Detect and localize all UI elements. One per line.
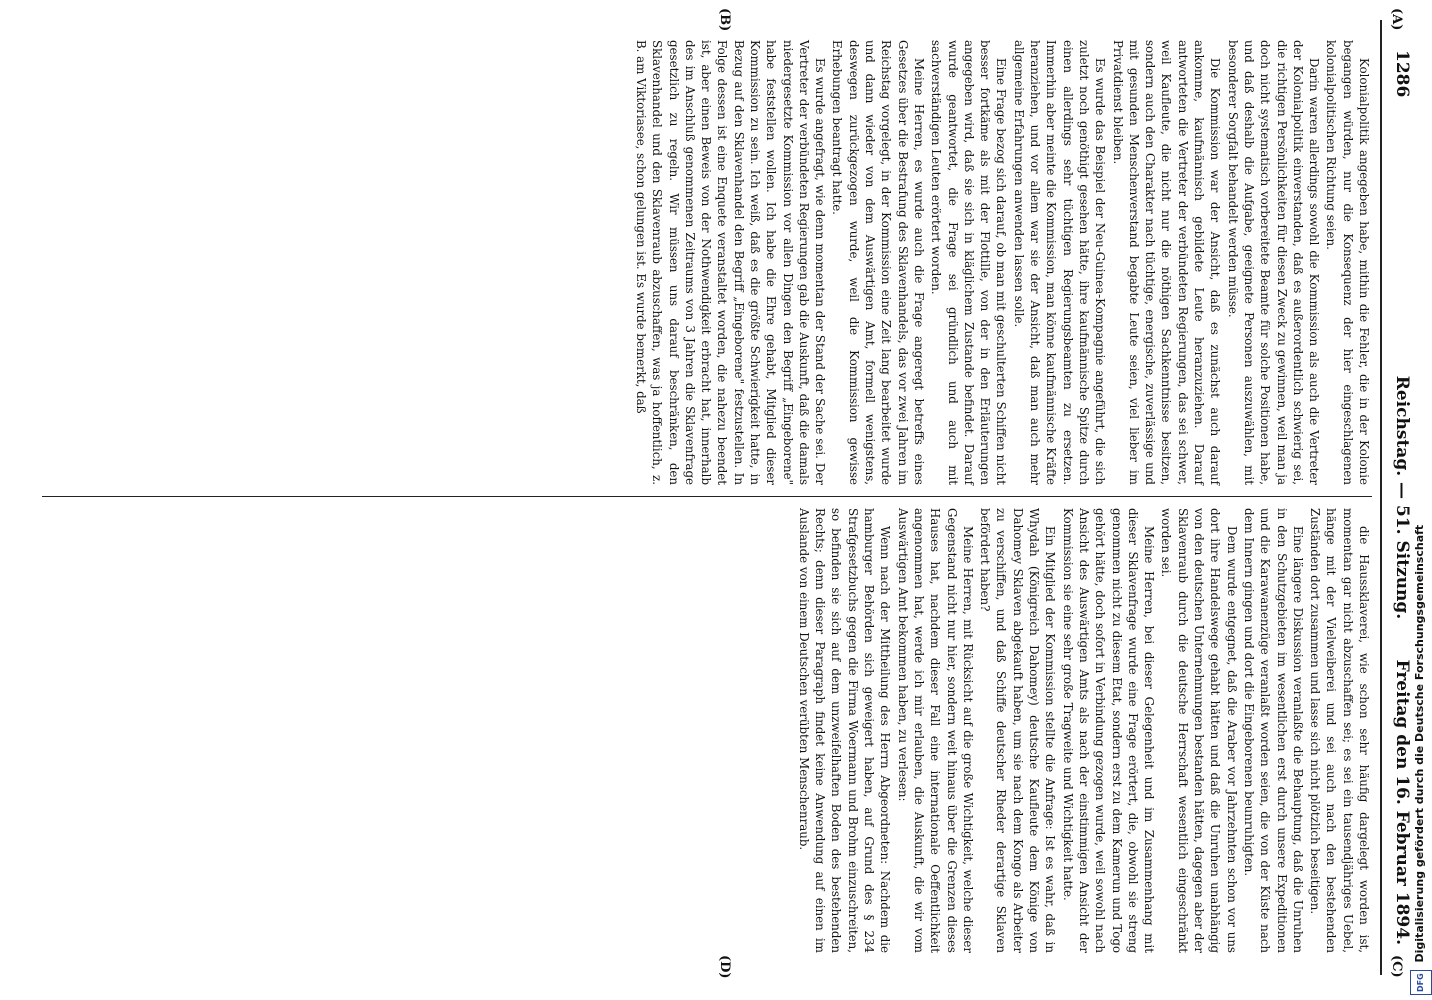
- left-column: [632, 40, 1372, 485]
- paragraph: Darin waren allerdings sowohl die Kommission als auch die Vertreter der Kolonialpolitik einverstanden, daß es außerordentlich schwierig sei, die richtigen Persönlichkeiten für diesen Zweck zu gewinnen, weil man ja doch nicht systematisch vorbereitete Beamte für solche Positionen habe, und daß deshalb die Aufgabe, geeignete Personen auszuwählen, mit besonderer Sorgfalt behandelt werden müsse.: [1225, 40, 1322, 485]
- header-rule: [1380, 20, 1382, 975]
- paragraph: Meine Herren, bei dieser Gelegenheit und im Zusammenhang mit dieser Sklavenfrage wurde eine Frage erörtert, die, obwohl sie streng genommen nicht zu diesem Etat, sondern erst zu dem Kamerun und Togo gehört hätte, doch sofort in Verbindung gezogen wurde, weil sowohl nach Ansicht des Auswärtigen Amts als nach der einstimmigen Ansicht der Kommission sie eine sehr große Tragweite und Wichtigkeit hatte.: [1060, 508, 1157, 953]
- session-title: Reichstag. — 51. Sitzung.: [1392, 375, 1412, 620]
- right-column: [795, 508, 1372, 953]
- paragraph: Die Kommission war der Ansicht, daß es zunächst auch darauf ankomme, kaufmännisch gebildete Leute heranzuziehen. Darauf antworteten die Vertreter der verbündeten Regierungen, das sei schwer, weil Kaufleute, die nicht nur die nöthigen Sachkenntnisse besitzen, sondern auch den Charakter nach tüchtige, energische, zuverlässige und mit gesunden Menschenverstand begabte Leute seien, viel lieber im Privatdienst bleiben.: [1110, 40, 1223, 485]
- paragraph: Es wurde das Beispiel der Neu-Guinea-Kompagnie angeführt, die sich zuletzt noch genöthigt gesehen hätte, ihre kaufmännische Spitze durch einen allerdings sehr tüchtigen Regierungsbeamten zu ersetzen. Immerhin aber meinte die Kommission, man könne kaufmännische Kräfte heranziehen, und vor allem war sie der Ansicht, daß man auch mehr allgemeine Erfahrungen anwenden lassen solle.: [1011, 40, 1108, 485]
- paragraph: Meine Herren, es wurde auch die Frage angeregt betreffs eines Gesetzes über die Bestrafung des Sklavenhandels, das vor zwei Jahren im Reichstag vorgelegt, in der Kommission eine Zeit lang bearbeitet wurde und dann wieder von dem Auswärtigen Amt, formell wenigstens, deswegen zurückgezogen wurde, weil die Kommission gewisse Erhebungen beantragt hatte.: [830, 40, 926, 485]
- paragraph: Wenn nach der Mittheilung des Herrn Abgeordneten: Nachdem die hamburger Behörden sich geweigert haben, auf Grund des § 234 Strafgesetzbuchs gegen die Firma Woermann und Brohm einzuschreiten, so befinden sie sich auf dem unzweifelhaften Boden des bestehenden Rechts; denn dieser Paragraph findet keine Anwendung auf einen im Auslande von einem Deutschen verübten Menschenraub.: [796, 508, 893, 953]
- paragraph: Eine längere Diskussion veranlaßte die Behauptung, daß die Unruhen in den Schutzgebieten im wesentlichen erst durch unsere Expeditionen und die Karawanenzüge veranlaßt worden seien, die von der Küste nach dem Innern gingen und dort die Eingeborenen beunruhigten.: [1241, 508, 1305, 953]
- dfg-logo: DFG: [1410, 970, 1432, 995]
- paragraph: Es wurde angefragt, wie denn momentan der Stand der Sache sei. Der Vertreter der verbündeten Regierungen gab die Auskunft, daß die damals niedergesetzte Kommission vor allen Dingen den Begriff „Eingeborene" habe feststellen wollen. Ich habe die Ehre gehabt, Mitglied dieser Kommission zu sein. Ich weiß, daß es die größte Schwierigkeit hatte, in Bezug auf den Sklavenhandel den Begriff „Eingeborene" festzustellen. In Folge dessen ist eine Enquete veranstaltet worden, die nahezu beendet ist, aber einen Beweis von der Nothwendigkeit erbracht hat, innerhalb des im Anschluß genommenen Zeitraums von 3 Jahren die Sklavenfrage gesetzlich zu regeln. Wir müssen uns darauf beschränken, den Sklavenhandel und den Sklavenraub abzuschaffen, was ja hoffentlich, z. B. am Viktoriasee, schon gelungen ist. Es wurde bemerkt, daß: [633, 40, 828, 485]
- session-date: Freitag den 16. Februar 1894.: [1392, 659, 1412, 945]
- paragraph: Kolonialpolitik angegeben habe, mithin die Fehler, die in der Kolonie begangen würden, nur die Konsequenz der hier eingeschlagenen kolonialpolitischen Richtung seien.: [1324, 40, 1371, 485]
- margin-marker-c: (C): [1389, 955, 1404, 978]
- paragraph: Dem wurde entgegnet, daß die Araber vor Jahrzehnten schon vor uns dort ihre Handelswege gehabt hätten und daß die Unruhen unabhängig von den deutschen Unternehmungen bestanden hätten, dagegen aber der Sklavenraub durch die deutsche Herrschaft wesentlich eingeschränkt worden sei.: [1159, 508, 1239, 953]
- footer-strip: [1410, 10, 1430, 995]
- margin-marker-d: (D): [717, 955, 732, 979]
- column-divider: [42, 496, 1372, 497]
- digitization-credit: Digitalisierung gefördert durch die Deutsche Forschungsgemeinschaft: [1413, 524, 1426, 963]
- margin-marker-b: (B): [717, 8, 732, 32]
- paragraph: Eine Frage bezog sich darauf, ob man mit geschulterten Schiffen nicht besser fortkäme als mit der Flottille, von der in den Erläuterungen angegeben wird, daß sie sich in kläglichem Zustande befindet. Darauf wurde geantwortet, die Frage sei gründlich und auch mit sachverständigen Leuten erörtert worden.: [929, 40, 1009, 485]
- page-number: 1286: [1392, 50, 1412, 98]
- paragraph: Ein Mitglied der Kommission stellte die Anfrage: Ist es wahr, daß in Whydah (Königreich Dahomey) deutsche Kaufleute dem Könige von Dahomey Sklaven abgekauft haben, um sie nach dem Kongo als Arbeiter zu verschiffen, und daß Schiffe deutscher Rheder derartige Sklaven befördert haben?: [978, 508, 1058, 953]
- margin-marker-a: (A): [1389, 8, 1404, 31]
- paragraph: die Haussklaverei, wie schon sehr häufig dargelegt worden ist, momentan gar nicht abzuschaffen sei; es sei ein tausendjähriges Uebel, hänge mit der Vielweiberei und sei auch nach den bestehenden Zuständen dort zusammen und lasse sich nicht plötzlich beseitigen.: [1308, 508, 1371, 953]
- paragraph: Meine Herren, mit Rücksicht auf die große Wichtigkeit, welche dieser Gegenstand nicht nur hier, sondern weit hinaus über die Grenzen dieses Hauses hat, nachdem dieser Fall eine internationale Oeffentlichkeit angenommen hat, werde ich mir erlauben, die Auskunft, die wir vom Auswärtigen Amt bekommen haben, zu verlesen:: [895, 508, 975, 953]
